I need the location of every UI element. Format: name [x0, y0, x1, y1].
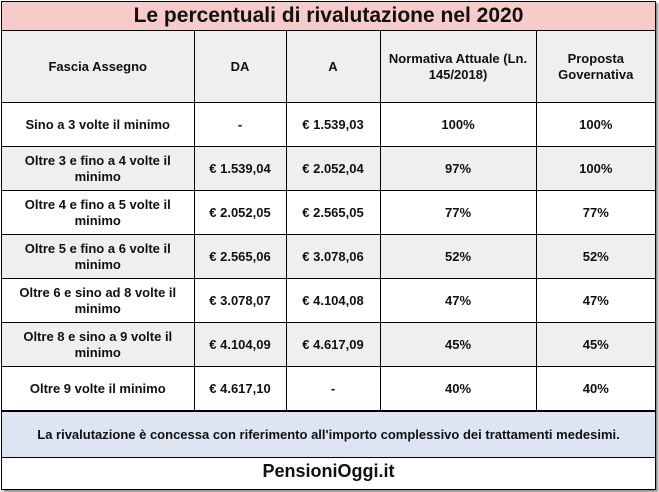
- table-row: [2, 103, 655, 147]
- cell-proposta: 52%: [536, 235, 655, 279]
- cell-fascia: Oltre 9 volte il minimo: [2, 367, 194, 411]
- cell-proposta: 47%: [536, 279, 655, 323]
- cell-normativa: 77%: [380, 191, 536, 235]
- cell-fascia: Sino a 3 volte il minimo: [2, 103, 194, 147]
- cell-fascia: Oltre 8 e sino a 9 volte il minimo: [2, 323, 194, 367]
- cell-a: -: [286, 367, 380, 411]
- cell-da: € 4.104,09: [194, 323, 286, 367]
- cell-a: € 4.617,09: [286, 323, 380, 367]
- cell-fascia: Oltre 6 e sino ad 8 volte il minimo: [2, 279, 194, 323]
- cell-da: € 2.052,05: [194, 191, 286, 235]
- header-a: A: [286, 31, 380, 103]
- cell-normativa: 45%: [380, 323, 536, 367]
- table-row: [2, 279, 655, 323]
- cell-a: € 3.078,06: [286, 235, 380, 279]
- table-row: [2, 367, 655, 411]
- cell-proposta: 100%: [536, 147, 655, 191]
- cell-normativa: 97%: [380, 147, 536, 191]
- header-proposta-governativa: Proposta Governativa: [536, 31, 655, 103]
- header-da: DA: [194, 31, 286, 103]
- cell-fascia: Oltre 4 e fino a 5 volte il minimo: [2, 191, 194, 235]
- table-header-row: [2, 31, 655, 103]
- cell-a: € 2.052,04: [286, 147, 380, 191]
- cell-normativa: 100%: [380, 103, 536, 147]
- cell-a: € 2.565,05: [286, 191, 380, 235]
- cell-normativa: 40%: [380, 367, 536, 411]
- header-normativa-attuale: Normativa Attuale (Ln. 145/2018): [380, 31, 536, 103]
- cell-proposta: 77%: [536, 191, 655, 235]
- cell-proposta: 45%: [536, 323, 655, 367]
- table-row: [2, 235, 655, 279]
- table-row: [2, 147, 655, 191]
- cell-a: € 4.104,08: [286, 279, 380, 323]
- cell-fascia: Oltre 5 e fino a 6 volte il minimo: [2, 235, 194, 279]
- header-fascia-assegno: Fascia Assegno: [2, 31, 194, 103]
- cell-da: € 3.078,07: [194, 279, 286, 323]
- cell-fascia: Oltre 3 e fino a 4 volte il minimo: [2, 147, 194, 191]
- cell-normativa: 47%: [380, 279, 536, 323]
- cell-proposta: 40%: [536, 367, 655, 411]
- infographic-frame: [1, 1, 656, 490]
- cell-a: € 1.539,03: [286, 103, 380, 147]
- cell-normativa: 52%: [380, 235, 536, 279]
- cell-da: -: [194, 103, 286, 147]
- table-row: [2, 323, 655, 367]
- cell-da: € 1.539,04: [194, 147, 286, 191]
- cell-proposta: 100%: [536, 103, 655, 147]
- page-title: Le percentuali di rivalutazione nel 2020: [2, 2, 655, 31]
- cell-da: € 4.617,10: [194, 367, 286, 411]
- cell-da: € 2.565,06: [194, 235, 286, 279]
- footnote: La rivalutazione è concessa con riferimento all'importo complessivo dei trattamenti medesimi.: [2, 411, 655, 458]
- rates-table: [2, 31, 655, 411]
- table-row: [2, 191, 655, 235]
- brand-footer: PensioniOggi.it: [2, 458, 655, 485]
